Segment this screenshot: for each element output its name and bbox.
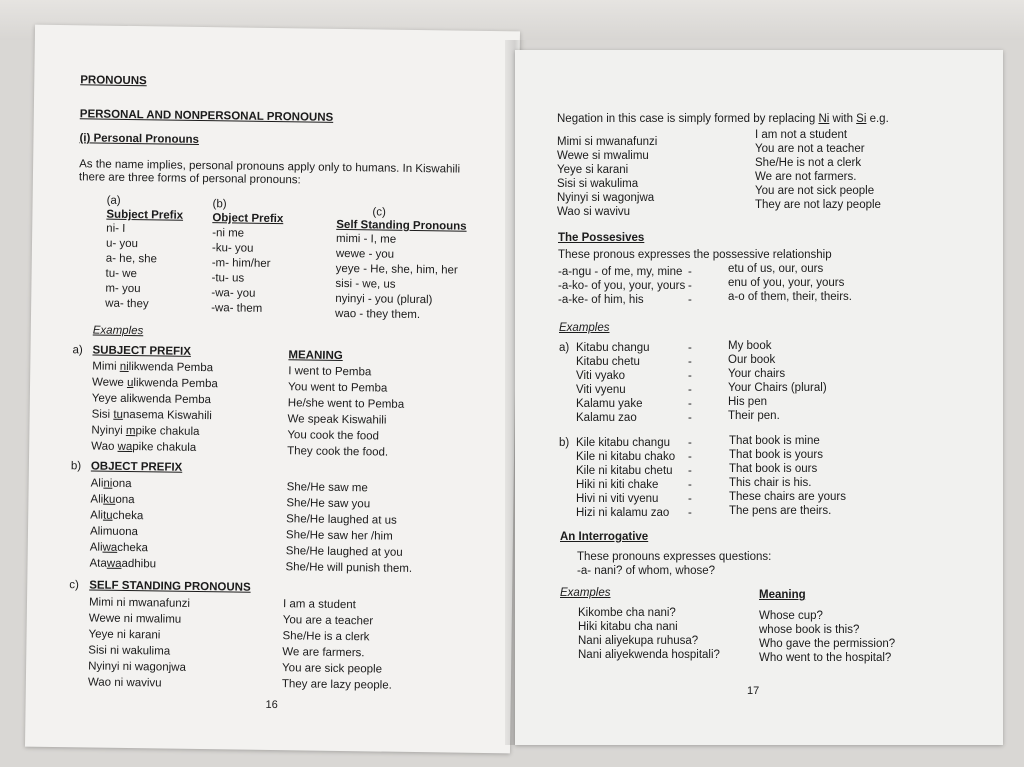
example-swahili: Viti vyenu (576, 384, 626, 396)
personal-pronouns-heading: (i) Personal Pronouns (79, 132, 200, 146)
possessives-heading: The Possesives (558, 232, 645, 244)
example-english: That book is ours (729, 463, 818, 475)
object-prefix-item: -ni me (212, 227, 245, 240)
example-row: Alitucheka (90, 509, 144, 523)
right-page (515, 50, 1003, 745)
example-swahili: Viti vyako (576, 370, 626, 382)
separator-dash: - (688, 451, 692, 463)
interrogative-english: whose book is this? (759, 624, 860, 636)
column-b-letter: (b) (212, 198, 227, 211)
subject-prefix-item: tu- we (105, 267, 138, 281)
interrogative-intro: These pronouns expresses questions: (577, 551, 772, 563)
example-english: That book is mine (729, 435, 820, 447)
example-swahili: Kile ni kitabu chako (576, 451, 676, 463)
separator-dash: - (688, 370, 692, 382)
negation-swahili: Wewe si mwalimu (557, 150, 649, 162)
interrogative-swahili: Nani aliyekupa ruhusa? (578, 635, 699, 647)
possessive-plural-form: etu of us, our, ours (728, 263, 824, 275)
negation-english: I am not a student (755, 129, 848, 141)
meaning-text: He/she went to Pemba (287, 397, 405, 411)
self-standing-item: sisi - we, us (335, 277, 396, 291)
example-row: Alimuona (89, 525, 139, 539)
example-swahili: Kile kitabu changu (576, 437, 670, 449)
possessive-form: -a-ngu - of me, my, mine (558, 266, 683, 278)
example-english: My book (728, 340, 772, 352)
negation-english: You are not a teacher (755, 143, 865, 155)
self-standing-item: nyinyi - you (plural) (335, 292, 433, 307)
examples-label: Examples (92, 324, 144, 338)
page-number: 16 (265, 698, 278, 712)
example-row: Wewe ni mwalimu (88, 612, 182, 626)
example-row: Aliwacheka (89, 541, 149, 555)
negation-intro: Negation in this case is simply formed by replacing Ni with Si e.g. (557, 113, 889, 125)
interrogative-swahili: Nani aliyekwenda hospitali? (578, 649, 720, 661)
example-row: Nyinyi ni wagonjwa (88, 660, 186, 674)
subject-prefix-item: ni- I (106, 222, 126, 235)
example-swahili: Hiki ni kiti chake (576, 479, 659, 491)
column-a-letter: (a) (106, 194, 121, 207)
object-prefix-item: -ku- you (211, 242, 254, 255)
example-english: Your Chairs (plural) (728, 382, 827, 394)
list-marker: b) (70, 460, 82, 473)
example-english: The pens are theirs. (729, 505, 832, 517)
separator-dash: - (688, 479, 692, 491)
object-prefix-item: -m- him/her (211, 257, 271, 270)
example-row: Atawaadhibu (89, 557, 157, 571)
example-row: Yeye alikwenda Pemba (91, 392, 212, 407)
example-english: That book is yours (729, 449, 823, 461)
negation-english: She/He is not a clerk (755, 157, 862, 169)
separator-dash: - (688, 507, 692, 519)
negation-swahili: Wao si wavivu (557, 206, 631, 218)
subject-prefix-section-heading: SUBJECT PREFIX (92, 344, 192, 358)
meaning-text: You are sick people (282, 662, 383, 676)
example-swahili: Kalamu zao (576, 412, 637, 424)
example-row: Mimi ni mwanafunzi (88, 596, 191, 610)
self-standing-item: wao - they them. (334, 307, 421, 322)
negation-english: You are not sick people (755, 185, 875, 197)
separator-dash: - (688, 342, 692, 354)
left-page (25, 25, 520, 754)
example-row: Aliniona (90, 477, 132, 491)
meaning-text: She/He will punish them. (285, 561, 413, 575)
interrogative-heading: An Interrogative (560, 531, 649, 543)
meaning-text: You are a teacher (282, 614, 374, 628)
meaning-text: I am a student (282, 598, 356, 612)
example-swahili: Kitabu changu (576, 342, 650, 354)
example-row: Wao wapike chakula (91, 440, 197, 454)
negation-swahili: Sisi si wakulima (557, 178, 639, 190)
example-swahili: Kile ni kitabu chetu (576, 465, 673, 477)
possessive-form: -a-ko- of you, your, yours (558, 280, 686, 292)
example-swahili: Hizi ni kalamu zao (576, 507, 670, 519)
meaning-text: You went to Pemba (287, 381, 388, 395)
object-prefix-item: -wa- you (211, 287, 256, 300)
meaning-text: We are farmers. (282, 646, 365, 660)
interrogative-swahili: Kikombe cha nani? (578, 607, 676, 619)
separator-dash: - (688, 356, 692, 368)
negation-english: We are not farmers. (755, 171, 857, 183)
meaning-text: You cook the food (287, 429, 380, 443)
separator-dash: - (688, 266, 692, 278)
interrogative-swahili: Hiki kitabu cha nani (578, 621, 678, 633)
separator-dash: - (688, 384, 692, 396)
example-row: Wao ni wavivu (87, 676, 162, 690)
example-english: Your chairs (728, 368, 786, 380)
negation-swahili: Mimi si mwanafunzi (557, 136, 658, 148)
example-row: Alikuona (90, 493, 135, 507)
example-english: Their pen. (728, 410, 780, 422)
example-row: Wewe ulikwenda Pemba (91, 376, 218, 391)
examples-label: Examples (559, 322, 610, 334)
separator-dash: - (688, 412, 692, 424)
object-prefix-heading: Object Prefix (212, 212, 284, 226)
column-c-letter: (c) (372, 206, 386, 219)
example-english: This chair is his. (729, 477, 812, 489)
self-standing-item: mimi - I, me (336, 232, 397, 246)
negation-swahili: Nyinyi si wagonjwa (557, 192, 655, 204)
subject-prefix-item: wa- they (105, 297, 149, 311)
page-number: 17 (747, 685, 760, 697)
interrogative-english: Who went to the hospital? (759, 652, 892, 664)
negation-english: They are not lazy people (755, 199, 881, 211)
example-english: These chairs are yours (729, 491, 846, 503)
meaning-heading: MEANING (288, 349, 343, 362)
intro-line-1: As the name implies, personal pronouns apply only to humans. In Kiswahili (79, 158, 461, 176)
subject-prefix-heading: Subject Prefix (106, 208, 184, 222)
examples-label: Examples (560, 587, 611, 599)
possessive-plural-form: enu of you, your, yours (728, 277, 845, 289)
example-row: Yeye ni karani (88, 628, 161, 642)
meaning-text: She/He laughed at you (285, 545, 403, 559)
list-marker: a) (559, 342, 570, 354)
list-marker: c) (69, 579, 79, 592)
example-english: His pen (728, 396, 767, 408)
interrogative-form: -a- nani? of whom, whose? (577, 565, 716, 577)
self-standing-heading: Self Standing Pronouns (336, 218, 467, 233)
separator-dash: - (688, 398, 692, 410)
subject-prefix-item: u- you (105, 237, 139, 251)
example-row: Sisi ni wakulima (88, 644, 171, 658)
separator-dash: - (688, 465, 692, 477)
subject-prefix-item: m- you (105, 282, 141, 296)
possessives-intro: These pronous expresses the possessive relationship (558, 249, 832, 261)
self-standing-section-heading: SELF STANDING PRONOUNS (89, 579, 251, 594)
interrogative-english: Who gave the permission? (759, 638, 896, 650)
section-subtitle: PERSONAL AND NONPERSONAL PRONOUNS (79, 108, 334, 124)
subject-prefix-item: a- he, she (105, 252, 158, 266)
meaning-text: We speak Kiswahili (287, 413, 387, 427)
separator-dash: - (688, 437, 692, 449)
possessive-plural-form: a-o of them, their, theirs. (728, 291, 853, 303)
meaning-text: I went to Pemba (288, 365, 372, 379)
object-prefix-item: -wa- them (211, 302, 263, 315)
list-marker: b) (559, 437, 570, 449)
intro-line-2: there are three forms of personal pronouns: (78, 171, 301, 187)
list-marker: a) (72, 344, 83, 357)
meaning-text: She/He saw you (286, 497, 371, 511)
separator-dash: - (688, 280, 692, 292)
self-standing-item: yeye - He, she, him, her (335, 262, 458, 277)
example-swahili: Kalamu yake (576, 398, 643, 410)
possessive-form: -a-ke- of him, his (558, 294, 644, 306)
example-row: Nyinyi mpike chakula (91, 424, 200, 438)
object-prefix-section-heading: OBJECT PREFIX (90, 460, 183, 474)
page-title: PRONOUNS (80, 74, 147, 88)
negation-swahili: Yeye si karani (557, 164, 629, 176)
self-standing-item: wewe - you (335, 247, 395, 261)
meaning-text: They cook the food. (287, 445, 389, 459)
example-english: Our book (728, 354, 776, 366)
meaning-heading: Meaning (759, 589, 806, 601)
example-row: Mimi nilikwenda Pemba (92, 360, 214, 375)
separator-dash: - (688, 294, 692, 306)
example-swahili: Hivi ni viti vyenu (576, 493, 659, 505)
meaning-text: She/He saw me (286, 481, 368, 495)
example-swahili: Kitabu chetu (576, 356, 640, 368)
separator-dash: - (688, 493, 692, 505)
meaning-text: She/He is a clerk (282, 630, 370, 644)
meaning-text: They are lazy people. (281, 678, 392, 692)
object-prefix-item: -tu- us (211, 272, 245, 285)
interrogative-english: Whose cup? (759, 610, 823, 622)
meaning-text: She/He saw her /him (285, 529, 393, 543)
example-row: Sisi tunasema Kiswahili (91, 408, 212, 423)
meaning-text: She/He laughed at us (286, 513, 397, 527)
